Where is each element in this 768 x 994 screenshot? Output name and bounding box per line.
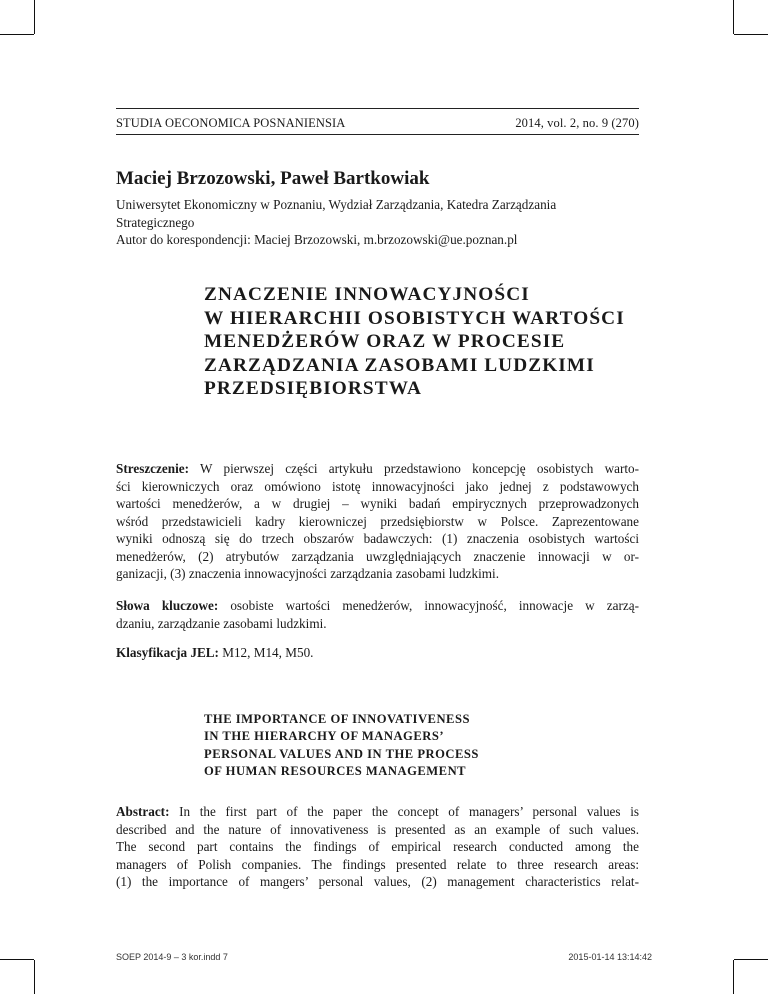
correspondence-line: Autor do korespondencji: Maciej Brzozowski, m.brzozowski@ue.poznan.pl xyxy=(116,232,518,247)
journal-name: STUDIA OECONOMICA POSNANIENSIA xyxy=(116,116,346,130)
keywords-text: osobiste wartości menedżerów, innowacyjność, innowacje w zarzą- xyxy=(218,598,639,613)
file-slug: SOEP 2014-9 – 3 kor.indd 7 xyxy=(116,952,228,962)
authors: Maciej Brzozowski, Paweł Bartkowiak xyxy=(116,168,430,189)
summary-label: Streszczenie: xyxy=(116,461,189,476)
abstract-text: In the first part of the paper the concept of managers’ personal values is xyxy=(169,804,639,819)
print-timestamp: 2015-01-14 13:14:42 xyxy=(568,952,652,962)
keywords-text: dzaniu, zarządzanie zasobami ludzkimi. xyxy=(116,615,327,631)
title-line: ZARZĄDZANIA ZASOBAMI LUDZKIMI xyxy=(204,354,595,376)
crop-mark xyxy=(733,960,734,994)
header-rule-top xyxy=(116,108,639,109)
jel-classification xyxy=(116,644,639,662)
summary-text: wartości menedżerów, a w drugiej – wyniki badań empirycznych przeprowadzonych xyxy=(116,496,639,511)
crop-mark xyxy=(734,34,768,35)
crop-mark xyxy=(733,0,734,34)
jel-label: Klasyfikacja JEL: xyxy=(116,645,219,660)
abstract-text: (1) the importance of mangers’ personal values, (2) management characteristics relat- xyxy=(116,874,639,889)
abstract-text: described and the nature of innovativeness is presented as an example of such values. xyxy=(116,821,639,837)
abstract xyxy=(116,803,639,891)
title-polish xyxy=(204,283,674,401)
title-line: IN THE HIERARCHY OF MANAGERS’ xyxy=(204,729,445,744)
header-rule-bottom xyxy=(116,134,639,135)
affiliation xyxy=(116,196,646,249)
summary-text: wśród przedstawicieli kadry kierowniczej przedsiębiorstw w Polsce. Zaprezentowane xyxy=(116,513,639,529)
keywords-label: Słowa kluczowe: xyxy=(116,598,219,613)
title-english xyxy=(204,711,584,781)
crop-mark xyxy=(0,959,34,960)
title-line: ZNACZENIE INNOWACYJNOŚCI xyxy=(204,284,530,305)
abstract-text: managers of Polish companies. The findings presented relate to three research areas: xyxy=(116,856,639,872)
summary xyxy=(116,460,639,583)
summary-text: menedżerów, (2) atrybutów zarządzania uwzględniających znaczenie innowacji w or- xyxy=(116,548,639,564)
crop-mark xyxy=(34,0,35,34)
summary-text: W pierwszej części artykułu przedstawiono koncepcję osobistych warto- xyxy=(188,461,639,476)
jel-text: M12, M14, M50. xyxy=(218,645,314,660)
summary-text: ści kierowniczych oraz omówiono istotę innowacyjności jako jednej z podstawowych xyxy=(116,478,639,494)
keywords xyxy=(116,597,639,632)
crop-mark xyxy=(734,959,768,960)
title-line: THE IMPORTANCE OF INNOVATIVENESS xyxy=(204,712,470,726)
title-line: PRZEDSIĘBIORSTWA xyxy=(204,378,422,399)
title-line: OF HUMAN RESOURCES MANAGEMENT xyxy=(204,764,467,779)
title-line: MENEDŻERÓW ORAZ W PROCESIE xyxy=(204,331,566,352)
affiliation-line: Strategicznego xyxy=(116,214,195,230)
summary-text: ganizacji, (3) znaczenia innowacyjności zarządzania zasobami ludzkimi. xyxy=(116,566,499,581)
summary-text: wyniki odnoszą się do trzech obszarów badawczych: (1) znaczenia osobistych wartości xyxy=(116,531,639,546)
title-line: W HIERARCHII OSOBISTYCH WARTOŚCI xyxy=(204,307,625,329)
abstract-text: The second part contains the findings of empirical research conducted among the xyxy=(116,839,639,854)
title-line: PERSONAL VALUES AND IN THE PROCESS xyxy=(204,746,479,761)
issue-info: 2014, vol. 2, no. 9 (270) xyxy=(515,116,639,130)
crop-mark xyxy=(34,960,35,994)
abstract-label: Abstract: xyxy=(116,804,170,819)
crop-mark xyxy=(0,34,34,35)
affiliation-line: Uniwersytet Ekonomiczny w Poznaniu, Wydział Zarządzania, Katedra Zarządzania xyxy=(116,197,557,212)
